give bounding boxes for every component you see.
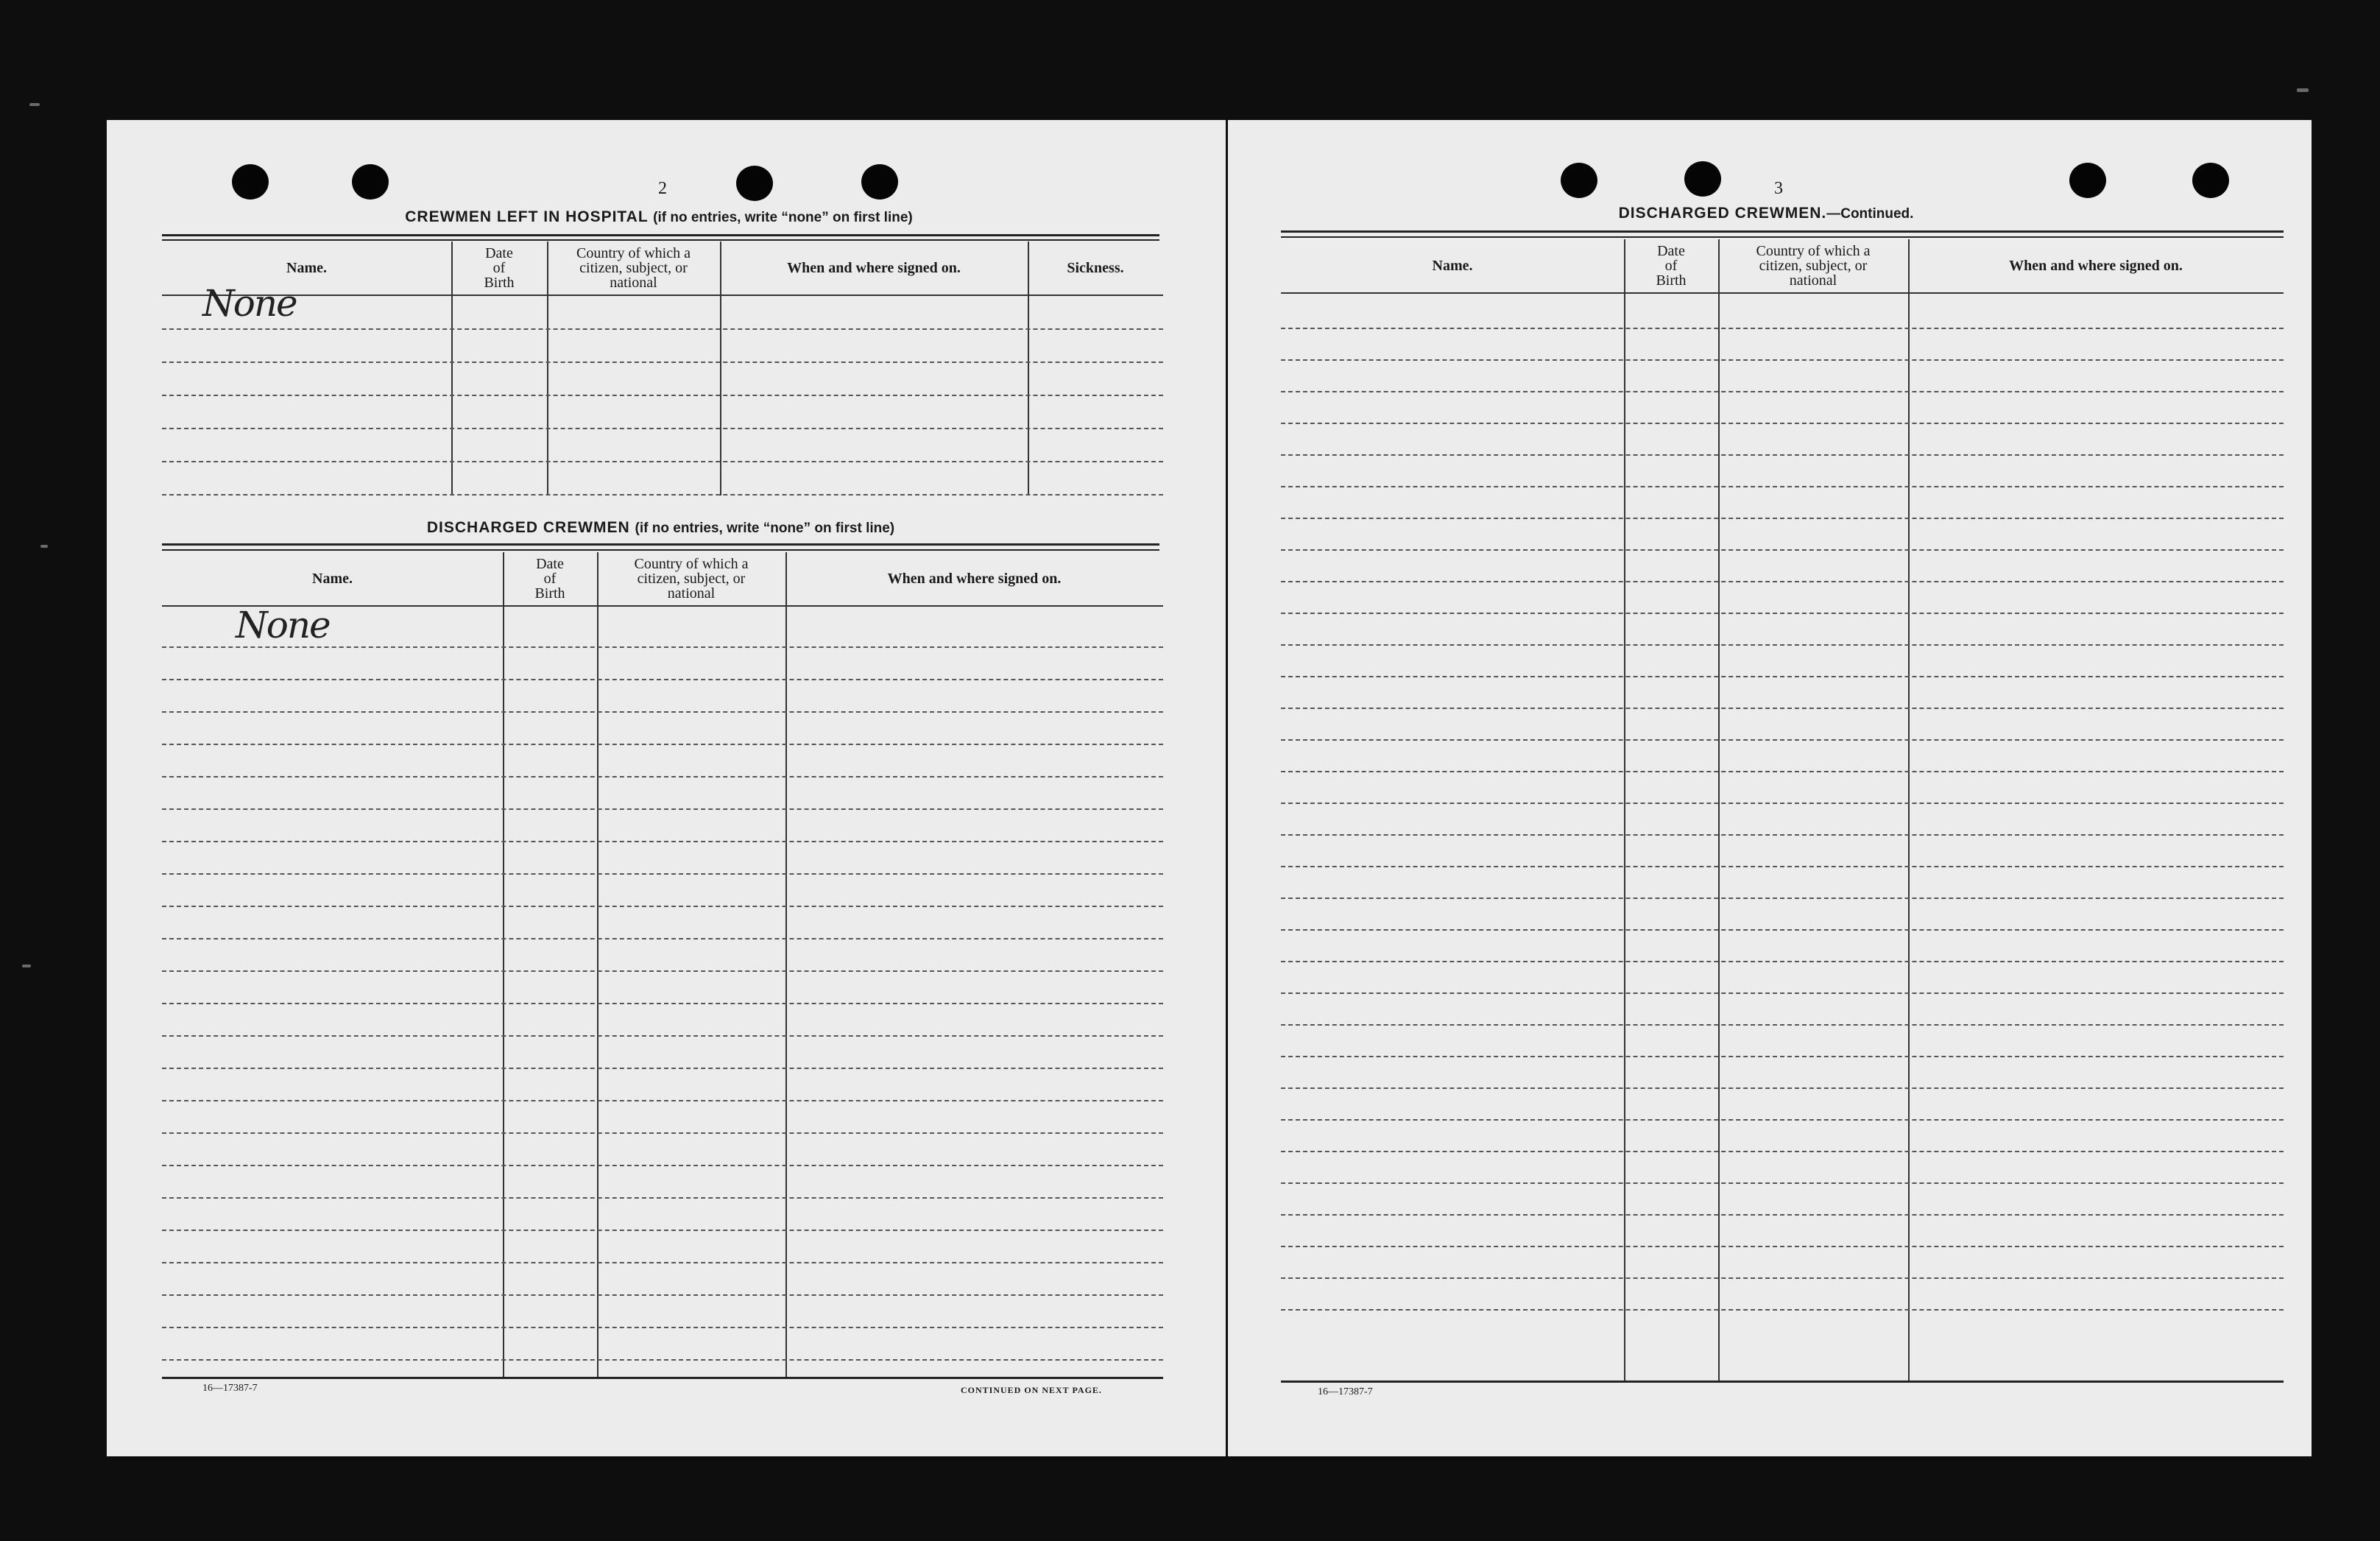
continued-note: CONTINUED ON NEXT PAGE. (961, 1385, 1102, 1395)
table-row (162, 906, 1163, 907)
discharged-continued-title (1265, 205, 2267, 222)
hospital-title: CREWMEN LEFT IN HOSPITAL (405, 208, 649, 225)
table-row (1281, 929, 2284, 931)
discharged-table (162, 552, 1163, 1377)
table-row (1281, 1151, 2284, 1152)
table-row (1281, 391, 2284, 392)
table-row (162, 1197, 1163, 1199)
scan-mark (29, 103, 40, 106)
table-row (1281, 771, 2284, 772)
table-row (162, 841, 1163, 842)
page-number: 2 (658, 179, 667, 198)
table-header (162, 241, 1163, 295)
column-divider (503, 552, 504, 1377)
col-sickness-header: Sickness. (1067, 260, 1124, 276)
right-page (1228, 120, 2312, 1456)
table-row (162, 1294, 1163, 1296)
table-row (162, 711, 1163, 713)
col-signed-header: When and where signed on. (2009, 258, 2183, 274)
punch-hole (2069, 163, 2106, 198)
form-code: 16—17387-7 (202, 1383, 258, 1394)
table-row (162, 938, 1163, 939)
col-name-header: Name. (1432, 258, 1473, 274)
table-row (162, 646, 1163, 648)
table-row (162, 494, 1163, 496)
col-signed-header: When and where signed on. (787, 260, 961, 276)
table-row (1281, 1277, 2284, 1279)
table-row (162, 744, 1163, 745)
table-row (1281, 359, 2284, 361)
top-rule (162, 239, 1159, 241)
table-row (1281, 708, 2284, 709)
right-title: DISCHARGED CREWMEN. (1618, 205, 1827, 222)
table-row (1281, 834, 2284, 836)
table-row (1281, 1182, 2284, 1184)
table-row (1281, 454, 2284, 456)
punch-hole (352, 164, 389, 200)
column-divider (720, 241, 721, 496)
bottom-rule (162, 1377, 1163, 1379)
table-row (162, 873, 1163, 875)
punch-hole (1561, 163, 1597, 198)
handwritten-entry: None (202, 282, 297, 325)
table-row (162, 1068, 1163, 1069)
top-rule (1281, 230, 2284, 233)
discharged-section-title (162, 519, 1159, 537)
table-row (1281, 898, 2284, 899)
table-row (1281, 1214, 2284, 1216)
table-row (1281, 1246, 2284, 1247)
table-row (162, 1359, 1163, 1361)
table-row (1281, 676, 2284, 677)
header-rule (1281, 292, 2284, 294)
table-row (162, 776, 1163, 777)
column-divider (451, 241, 453, 496)
top-rule (162, 234, 1159, 236)
col-name-header: Name. (312, 571, 353, 587)
table-row (1281, 739, 2284, 741)
table-row (1281, 1119, 2284, 1121)
right-title-suffix: —Continued. (1826, 206, 1914, 222)
table-row (162, 328, 1163, 330)
table-row (162, 679, 1163, 680)
column-divider (597, 552, 598, 1377)
table-row (162, 1035, 1163, 1037)
table-row (1281, 1056, 2284, 1057)
page-number: 3 (1774, 179, 1783, 198)
table-row (162, 808, 1163, 810)
form-code: 16—17387-7 (1318, 1386, 1373, 1397)
discharged-continued-table (1281, 239, 2284, 1380)
table-row (1281, 328, 2284, 329)
table-row (1281, 644, 2284, 646)
table-row (162, 461, 1163, 462)
column-divider (1028, 241, 1029, 496)
discharged-title: DISCHARGED CREWMEN (426, 519, 630, 536)
table-row (162, 1100, 1163, 1101)
col-dob-header: Date of Birth (484, 245, 515, 291)
table-row (1281, 961, 2284, 962)
handwritten-entry: None (236, 604, 330, 646)
table-row (162, 395, 1163, 396)
column-divider (785, 552, 787, 1377)
table-header (1281, 239, 2284, 292)
table-row (1281, 866, 2284, 867)
table-row (1281, 581, 2284, 582)
punch-hole (1684, 161, 1721, 197)
left-page (107, 120, 1226, 1456)
col-country-header: Country of which a citizen, subject, or national (634, 556, 749, 602)
scan-mark (40, 545, 48, 548)
col-dob-header: Date of Birth (534, 556, 565, 602)
bottom-rule (1281, 1380, 2284, 1383)
column-divider (547, 241, 548, 496)
table-row (162, 1327, 1163, 1328)
punch-hole (736, 166, 773, 201)
column-divider (1624, 239, 1625, 1380)
table-row (1281, 992, 2284, 994)
col-country-header: Country of which a citizen, subject, or national (576, 245, 691, 291)
table-row (162, 1165, 1163, 1166)
table-row (162, 1230, 1163, 1231)
discharged-subtitle: (if no entries, write “none” on first line) (635, 521, 895, 536)
punch-hole (861, 164, 898, 200)
column-divider (1908, 239, 1910, 1380)
table-row (162, 1003, 1163, 1004)
table-row (1281, 486, 2284, 487)
col-name-header: Name. (286, 260, 327, 276)
table-row (1281, 423, 2284, 424)
col-dob-header: Date of Birth (1656, 243, 1687, 289)
punch-hole (232, 164, 269, 200)
scan-mark (22, 965, 31, 967)
table-header (162, 552, 1163, 605)
table-row (162, 970, 1163, 972)
section-rule (162, 549, 1159, 551)
top-rule (1281, 236, 2284, 238)
table-row (1281, 1024, 2284, 1026)
table-row (162, 1132, 1163, 1134)
col-country-header: Country of which a citizen, subject, or national (1756, 243, 1871, 289)
table-row (1281, 518, 2284, 519)
table-row (1281, 803, 2284, 804)
punch-hole (2192, 163, 2229, 198)
table-row (1281, 1309, 2284, 1311)
table-row (1281, 1087, 2284, 1089)
column-divider (1718, 239, 1720, 1380)
section-rule (162, 543, 1159, 546)
header-rule (162, 295, 1163, 296)
table-row (162, 428, 1163, 429)
table-row (1281, 549, 2284, 551)
scan-mark (2297, 88, 2309, 92)
table-row (162, 1262, 1163, 1263)
table-row (1281, 613, 2284, 614)
table-row (162, 362, 1163, 363)
hospital-section-title (162, 208, 1156, 226)
col-signed-header: When and where signed on. (887, 571, 1062, 587)
hospital-subtitle: (if no entries, write “none” on first line) (653, 210, 913, 225)
